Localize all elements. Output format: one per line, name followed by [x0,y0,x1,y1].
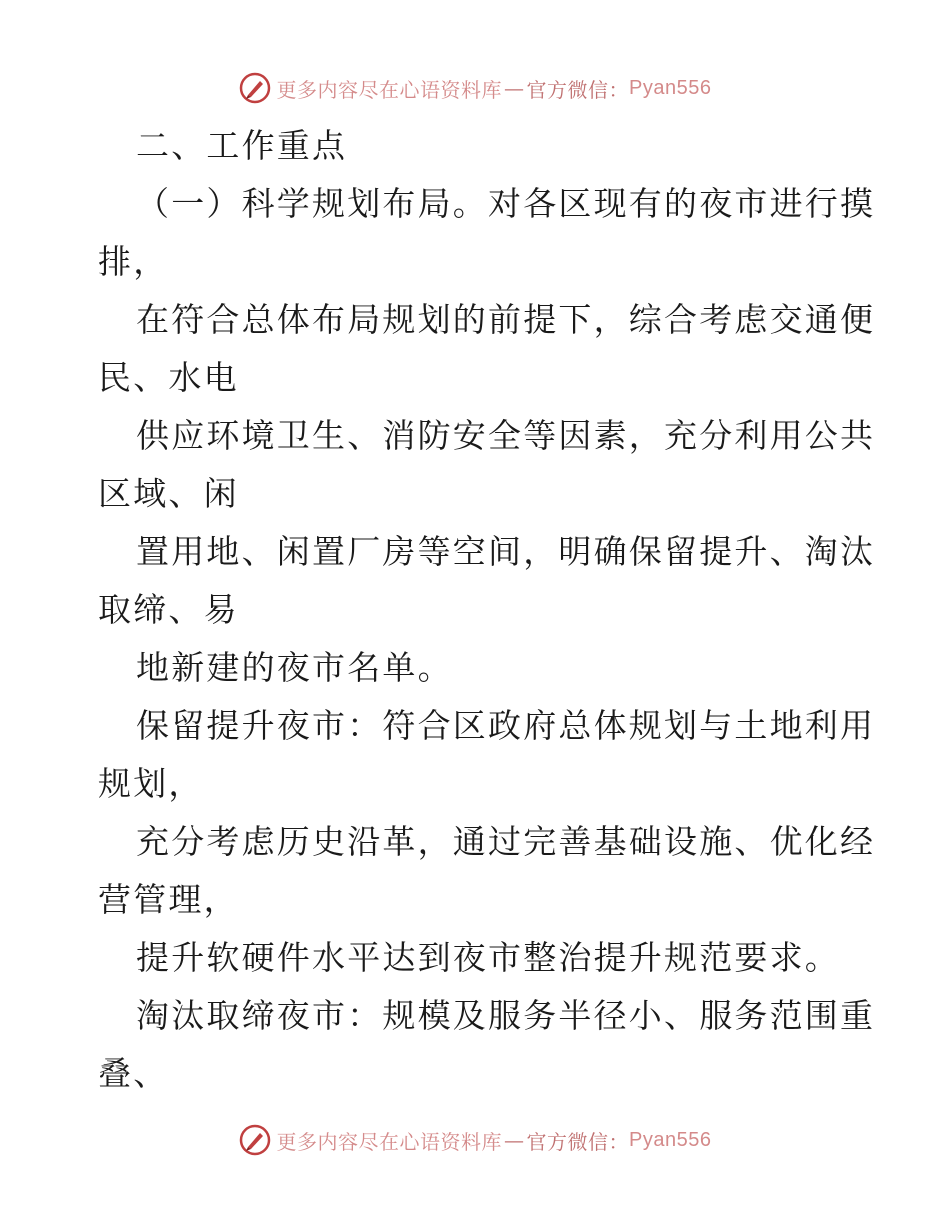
text-line: 规划， [98,764,204,803]
text-line: 淘汰取缔夜市：规模及服务半径小、服务范围重 [136,996,876,1035]
watermark-separator: — [504,1128,525,1152]
document-body [98,117,876,1103]
text-line: 置用地、闲置厂房等空间，明确保留提升、淘汰 [136,532,876,571]
pen-logo-icon [239,72,271,104]
text-line: 营管理， [98,880,239,919]
text-line: 提升软硬件水平达到夜市整治提升规范要求。 [136,938,840,977]
watermark-text: 更多内容尽在心语资料库 [276,1129,503,1154]
text-line: 叠、 [98,1054,169,1093]
text-line: 取缔、易 [98,590,239,629]
text-line: 民、水电 [98,358,239,397]
text-line: 二、工作重点 [136,126,348,165]
watermark-separator: — [504,76,525,100]
watermark-wechat-id: Pyan556 [629,1128,712,1151]
text-line: 保留提升夜市：符合区政府总体规划与土地利用 [136,706,876,745]
text-line: 地新建的夜市名单。 [136,648,453,687]
text-line: 供应环境卫生、消防安全等因素，充分利用公共 [136,416,876,455]
watermark-wechat-id: Pyan556 [629,76,712,99]
footer-watermark [0,1124,950,1156]
watermark-wechat-label: 官方微信： [526,1129,630,1154]
pen-logo-icon [239,1124,271,1156]
text-line: （一）科学规划布局。对各区现有的夜市进行摸 [136,184,876,223]
text-line: 区域、闲 [98,474,239,513]
watermark-wechat-label: 官方微信： [526,77,630,102]
text-line: 充分考虑历史沿革，通过完善基础设施、优化经 [136,822,876,861]
header-watermark [0,72,950,104]
text-line: 排， [98,242,169,281]
watermark-text: 更多内容尽在心语资料库 [276,77,503,102]
text-line: 在符合总体布局规划的前提下，综合考虑交通便 [136,300,876,339]
